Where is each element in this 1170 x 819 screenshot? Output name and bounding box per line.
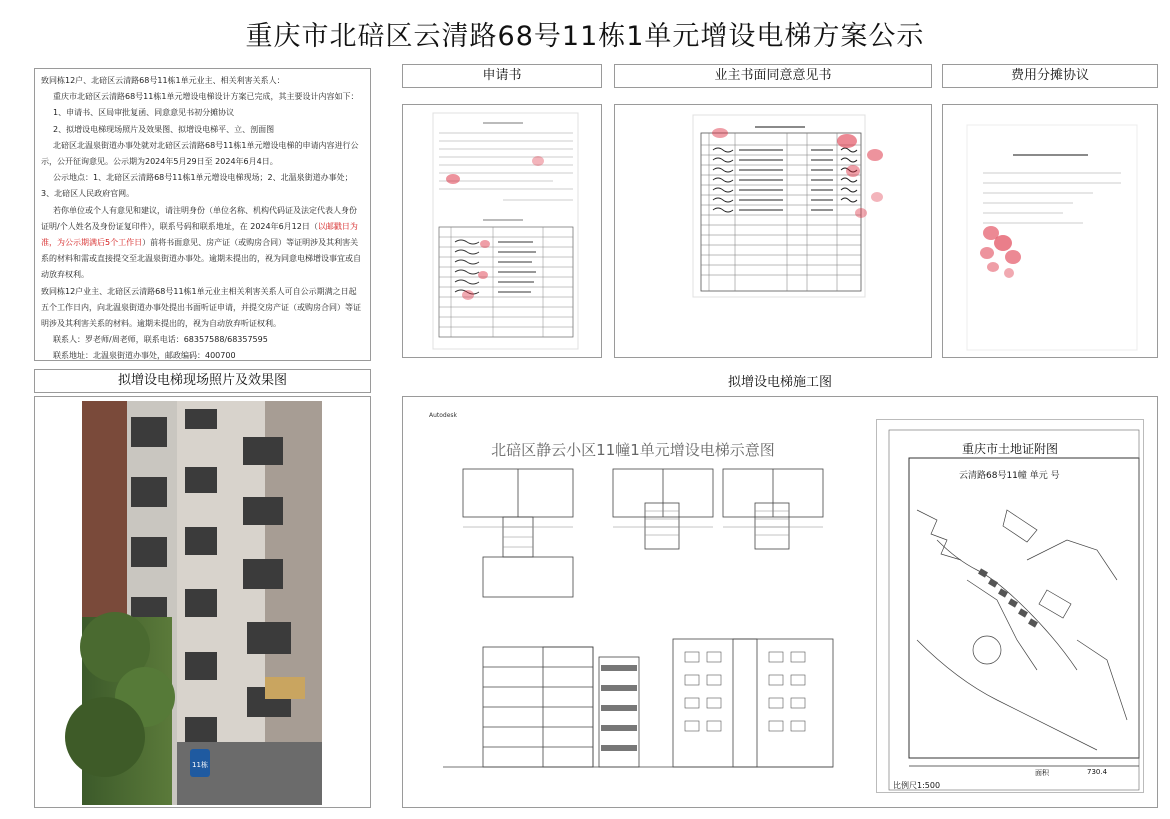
notice-para-5: 北碚区北温泉街道办事处就对北碚区云清路68号11栋1单元增设电梯的申请内容进行公示，公开征询意见。公示期为2024年5月29日至 2024年6月4日。 [41, 140, 359, 167]
consent-frame [614, 104, 932, 358]
photo-frame [34, 396, 371, 808]
notice-deadline-note: 以邮戳日为准，为公示期满后5个工作日 [41, 221, 358, 248]
application-frame [402, 104, 602, 358]
drawing-brand: Autodesk [429, 412, 458, 419]
drawing-title: 北碚区静云小区11幢1单元增设电梯示意图 [491, 441, 775, 459]
notice-panel [34, 68, 371, 361]
notice-para-3: 1、申请书、区局审批复函、同意意见书初分摊协议 [53, 108, 235, 118]
land-map-address: 云清路68号11幢 单元 号 [959, 471, 1060, 481]
building-photo [35, 397, 372, 809]
application-document-image [403, 105, 603, 359]
header-cost-agreement: 费用分摊协议 [942, 64, 1158, 88]
header-site-photos: 拟增设电梯现场照片及效果图 [34, 369, 371, 393]
consent-document-image [615, 105, 933, 359]
header-application: 申请书 [402, 64, 602, 88]
cost-agreement-image [943, 105, 1159, 359]
land-map-scale: 比例尺1:500 [893, 781, 941, 790]
notice-contact-people: 联系人：罗老师/周老师，联系电话：68357588/68357595 [53, 335, 268, 345]
cost-agreement-frame [942, 104, 1158, 358]
elevator-plan-drawing [423, 407, 843, 797]
notice-contact-address: 联系地址：北温泉街道办事处，邮政编码：400700 [53, 351, 236, 361]
header-construction-drawings: 拟增设电梯施工图 [727, 375, 832, 390]
notice-para-7-b: ）前将书面意见、房产证（或购房合同）等证明涉及其利害关系的材料和需或直接提交至北温泉街道办事处。逾期未提出的，视为同意电梯增设事宜或自动放弃权利。 [41, 238, 361, 280]
notice-para-6: 公示地点：1、北碚区云清路68号11栋1单元增设电梯现场；2、北温泉街道办事处；3、北碚区人民政府官网。 [41, 173, 353, 199]
notice-para-1: 致同栋12户、北碚区云清路68号11栋1单元业主、相关利害关系人： [41, 76, 285, 85]
notice-para-8: 致同栋12户业主、北碚区云清路68号11栋1单元业主相关利害关系人可自公示期满之日起五个工作日内，向北温泉街道办事处提出书面听证申请，并提交房产证（或购房合同）等证明涉及其利害关系的材料。逾期未提出的，视为自动放弃听证权利。 [41, 286, 361, 329]
drawings-frame [402, 396, 1158, 808]
land-map [876, 419, 1144, 793]
page-title: 重庆市北碚区云清路68号11栋1单元增设电梯方案公示 [245, 21, 925, 52]
land-map-drawing [877, 420, 1145, 794]
notice-para-4: 2、拟增设电梯现场照片及效果图、拟增设电梯平、立、剖面图 [53, 124, 275, 134]
land-map-title: 重庆市土地证附图 [961, 442, 1058, 456]
land-map-area-label: 面积 [1035, 769, 1049, 777]
notice-para-7 [41, 203, 364, 284]
notice-para-7-a: 若你单位或个人有意见和建议，请注明身份（单位名称、机构代码证及法定代表人身份证明/个人姓名及身份证复印件），联系号码和联系地址，在 2024年6月12日（ [41, 205, 357, 231]
building-number-text: 11栋 [192, 761, 208, 769]
land-map-area-value: 730.4 [1087, 768, 1108, 776]
notice-para-2: 重庆市北碚区云清路68号11栋1单元增设电梯设计方案已完成，其主要设计内容如下： [53, 92, 359, 102]
header-consent: 业主书面同意意见书 [614, 64, 932, 88]
